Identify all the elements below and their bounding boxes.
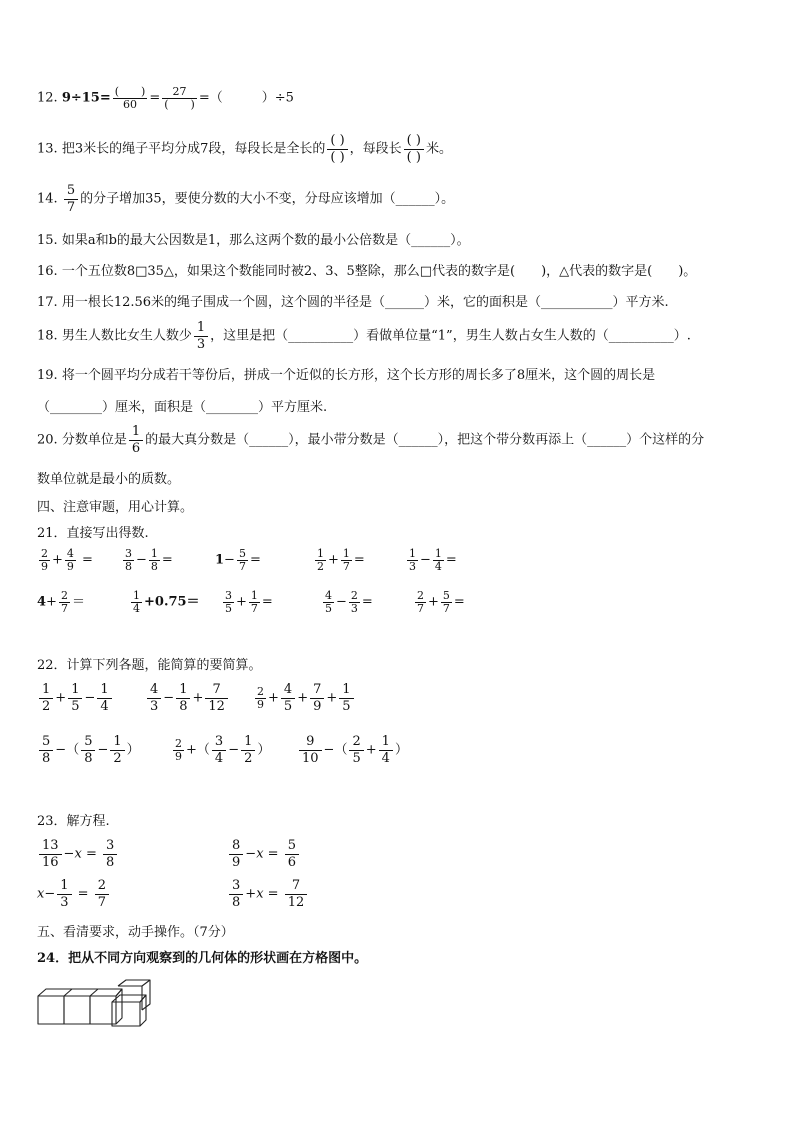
q21-item-4: $\frac{1}{2}$ + $\frac{1}{7}$ = [317,547,365,573]
q23-eq-4: $\frac{3}{8}$ +x = $\frac{7}{12}$ [227,878,309,910]
q21-item-10: $\frac{2}{7}$ + $\frac{5}{7}$ = [417,589,465,615]
question-15: 15. 如果a和b的最大公因数是1，那么这两个数的最小公倍数是（______）。 [37,233,470,248]
question-14: 14. $\frac{5}{7}$ 的分子增加35，要使分数的大小不变，分母应该增加（______）。 [37,183,455,215]
cube-figure [34,978,164,1030]
q18-fraction: $\frac{1}{3}$ [194,320,208,352]
question-21-title: 21．直接写出得数. [37,526,149,541]
q21-item-1: $\frac{2}{9}$ + $\frac{4}{9}$ = [41,547,93,573]
question-20-line-2: 数单位就是最小的质数。 [37,472,181,487]
question-20: 20. 分数单位是 $\frac{1}{6}$ 的最大真分数是（______），最小带分数是（______），把这个带分数再添上（______）个这样的分 [37,424,705,456]
q12-fraction-1: $\frac{( )}{60}$ [114,85,146,111]
q22-item-1: $\frac{1}{2}$ + $\frac{1}{5}$ − $\frac{1}{4}$ [37,682,114,714]
question-22-title: 22．计算下列各题，能简算的要简算。 [37,658,262,673]
q22-item-3: $\frac{2}{9}$ + $\frac{4}{5}$ + $\frac{7}{9}$ + $\frac{1}{5}$ [253,682,356,714]
q12-lhs: 9÷15= [61,90,111,106]
q21-item-6: 4+ $\frac{2}{7}$ ＝ [37,589,85,615]
q13-fraction-blank-1: $\frac{( )}{( )}$ [327,133,347,165]
question-24-title: 24．把从不同方向观察到的几何体的形状画在方格图中。 [37,951,368,966]
q14-fraction: $\frac{5}{7}$ [64,183,78,215]
q21-item-3: 1− $\frac{5}{7}$ = [215,547,261,573]
question-13: 13. 把3米长的绳子平均分成7段，每段长是全长的 $\frac{( )}{( )}$ ，每段长 $\frac{( )}{( )}$ 米。 [37,133,452,165]
q23-eq-3: x− $\frac{1}{3}$ = $\frac{2}{7}$ [37,878,111,910]
q22-item-5: $\frac{2}{9}$ +（ $\frac{3}{4}$ − $\frac{1}{2}$ ） [175,734,271,766]
q23-eq-1: $\frac{13}{16}$ −x = $\frac{3}{8}$ [37,838,119,870]
section-5-heading: 五、看清要求，动手操作。（7分） [37,925,234,940]
q21-item-8: $\frac{3}{5}$ + $\frac{1}{7}$ = [225,589,273,615]
question-19: 19. 将一个圆平均分成若干等份后，拼成一个近似的长方形，这个长方形的周长多了8厘米，这个圆的周长是 [37,368,656,383]
q21-item-5: $\frac{1}{3}$ − $\frac{1}{4}$ = [409,547,457,573]
question-16: 16. 一个五位数8□35△，如果这个数能同时被2、3、5整除，那么□代表的数字是( )，△代表的数字是( )。 [37,264,697,279]
q12-fraction-2: $\frac{27}{( )}$ [164,85,195,111]
q21-item-7: $\frac{1}{4}$ +0.75＝ [133,589,200,615]
q22-item-4: $\frac{5}{8}$ −（ $\frac{5}{8}$ − $\frac{1}{2}$ ） [37,734,140,766]
q22-item-2: $\frac{4}{3}$ − $\frac{1}{8}$ + $\frac{7}{12}$ [145,682,230,714]
q13-fraction-blank-2: $\frac{( )}{( )}$ [404,133,424,165]
q22-item-6: $\frac{9}{10}$ −（ $\frac{2}{5}$ + $\frac{1}{4}$ ） [297,734,408,766]
q21-item-2: $\frac{3}{8}$ − $\frac{1}{8}$ = [125,547,173,573]
q23-eq-2: $\frac{8}{9}$ −x = $\frac{5}{6}$ [227,838,301,870]
q12-tail: =（ ）÷5 [198,90,294,106]
question-17: 17. 用一根长12.56米的绳子围成一个圆，这个圆的半径是（______）米，它的面积是（___________）平方米. [37,295,669,310]
question-18: 18. 男生人数比女生人数少 $\frac{1}{3}$ ，这里是把（__________）看做单位量“1”，男生人数占女生人数的（__________）. [37,320,691,352]
question-12: 12. 9÷15= $\frac{( )}{60}$ = $\frac{27}{( )}$ =（ ）÷5 [37,85,294,111]
q21-item-9: $\frac{4}{5}$ − $\frac{2}{3}$ = [325,589,373,615]
q20-fraction: $\frac{1}{6}$ [129,424,143,456]
question-19-line-2: （________）厘米，面积是（________）平方厘米. [37,400,328,415]
question-23-title: 23．解方程. [37,814,110,829]
section-4-heading: 四、注意审题，用心计算。 [37,500,194,515]
